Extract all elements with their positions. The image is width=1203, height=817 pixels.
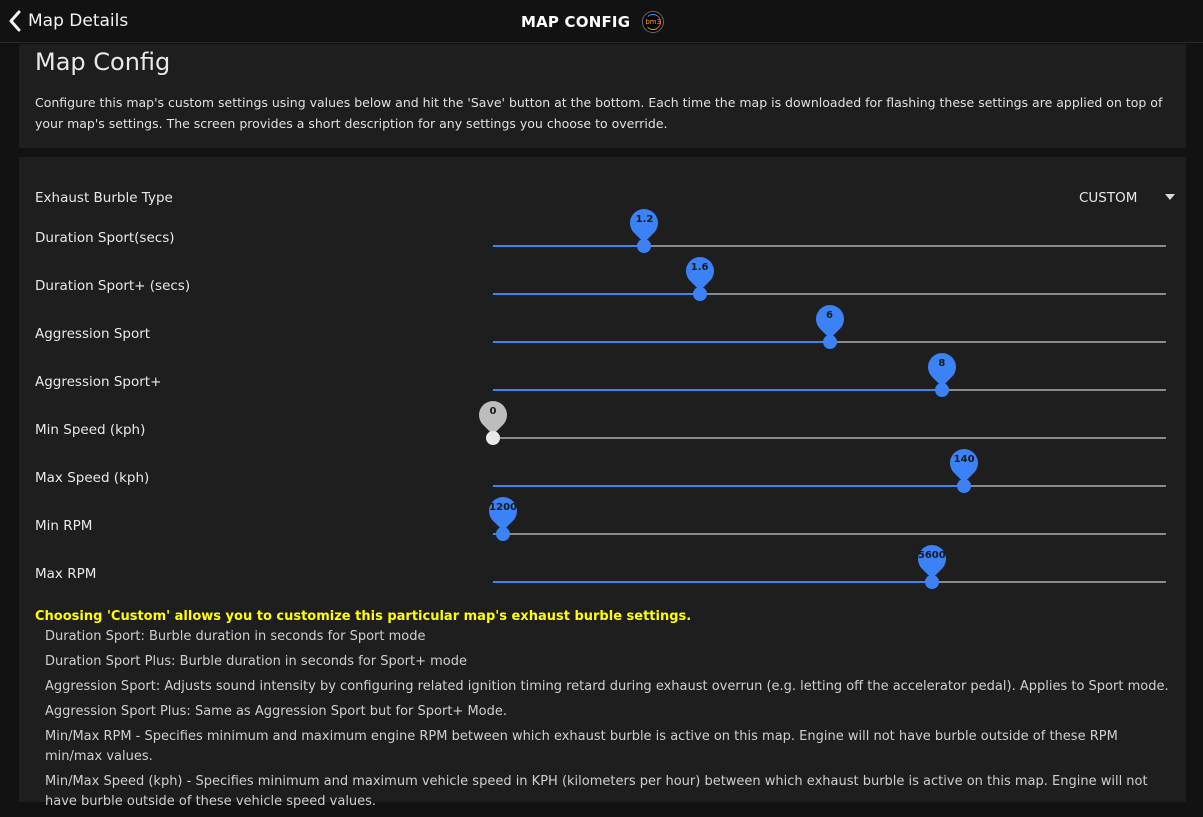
top-bar: [0, 0, 1203, 43]
help-line: Aggression Sport Plus: Same as Aggression Sport but for Sport+ Mode.: [45, 704, 508, 719]
help-notes: [45, 627, 1175, 817]
help-line: Min/Max Speed (kph) - Specifies minimum and maximum vehicle speed in KPH (kilometers per hour) between which exhaust burble is active on this map. Engine will not have burble outside of these vehicle speed values.: [45, 774, 1148, 809]
slider-value: 0: [489, 406, 497, 417]
slider-value: 5600: [917, 550, 946, 561]
back-button[interactable]: [8, 8, 128, 34]
slider-track[interactable]: [489, 502, 1166, 535]
slider-label: Min RPM: [35, 518, 93, 534]
help-heading: Choosing 'Custom' allows you to customize this particular map's exhaust burble settings.: [35, 609, 692, 624]
logo-text: bm3: [645, 18, 662, 26]
burble-type-label: Exhaust Burble Type: [35, 190, 173, 206]
burble-type-value: CUSTOM: [1079, 190, 1138, 206]
slider-label: Duration Sport(secs): [35, 230, 175, 246]
slider-fill: [493, 389, 942, 391]
settings-card: [19, 157, 1186, 809]
page-title: MAP CONFIG: [521, 13, 631, 31]
slider-value: 1.6: [690, 262, 709, 273]
intro-description: Configure this map's custom settings using values below and hit the 'Save' button at the bottom. Each time the map is downloaded for flashing these settings are applied on top of your map's settings. The screen provides a short description for any settings you choose to override.: [35, 95, 1163, 131]
caret-down-icon: [1165, 194, 1175, 200]
slider-thumb[interactable]: [935, 383, 949, 397]
slider-thumb[interactable]: [823, 335, 837, 349]
slider-track[interactable]: [493, 358, 1166, 391]
slider-thumb[interactable]: [637, 239, 651, 253]
slider-thumb[interactable]: [496, 527, 510, 541]
help-line: Min/Max RPM - Specifies minimum and maximum engine RPM between which exhaust burble is active on this map. Engine will not have burble outside of these RPM min/max values.: [45, 729, 1118, 764]
bm3-logo: [642, 11, 664, 33]
slider-value: 6: [826, 310, 833, 321]
slider-track[interactable]: [493, 550, 1166, 583]
burble-type-select[interactable]: [1079, 189, 1175, 207]
slider-value: 1.2: [635, 214, 654, 225]
slider-value: 140: [953, 454, 975, 465]
slider-thumb[interactable]: [925, 575, 939, 589]
help-line: Duration Sport Plus: Burble duration in seconds for Sport+ mode: [45, 654, 467, 669]
slider-label: Aggression Sport+: [35, 374, 162, 390]
slider-fill: [493, 581, 932, 583]
slider-label: Max Speed (kph): [35, 470, 150, 486]
section-heading: Map Config: [35, 48, 171, 76]
chevron-left-icon: [8, 10, 22, 32]
slider-label: Min Speed (kph): [35, 422, 146, 438]
slider-fill: [493, 485, 964, 487]
slider-fill: [493, 341, 830, 343]
slider-thumb[interactable]: [693, 287, 707, 301]
help-line: Duration Sport: Burble duration in seconds for Sport mode: [45, 629, 426, 644]
slider-track[interactable]: [493, 454, 1166, 487]
intro-card: [19, 44, 1186, 148]
slider-fill: [493, 245, 644, 247]
slider-label: Duration Sport+ (secs): [35, 278, 191, 294]
slider-label: Max RPM: [35, 566, 97, 582]
help-line: Aggression Sport: Adjusts sound intensity by configuring related ignition timing retard during exhaust overrun (e.g. letting off the accelerator pedal). Applies to Sport mode.: [45, 679, 1169, 694]
slider-track[interactable]: [493, 262, 1166, 295]
slider-thumb[interactable]: [957, 479, 971, 493]
slider-thumb[interactable]: [486, 431, 500, 445]
page-header: [521, 10, 664, 34]
slider-value: 1200: [489, 502, 518, 513]
slider-track[interactable]: [489, 406, 1166, 439]
slider-label: Aggression Sport: [35, 326, 151, 342]
slider-track[interactable]: [493, 310, 1166, 343]
slider-fill: [493, 293, 700, 295]
slider-value: 8: [938, 358, 946, 369]
slider-track[interactable]: [493, 214, 1166, 247]
back-label: Map Details: [28, 11, 129, 31]
